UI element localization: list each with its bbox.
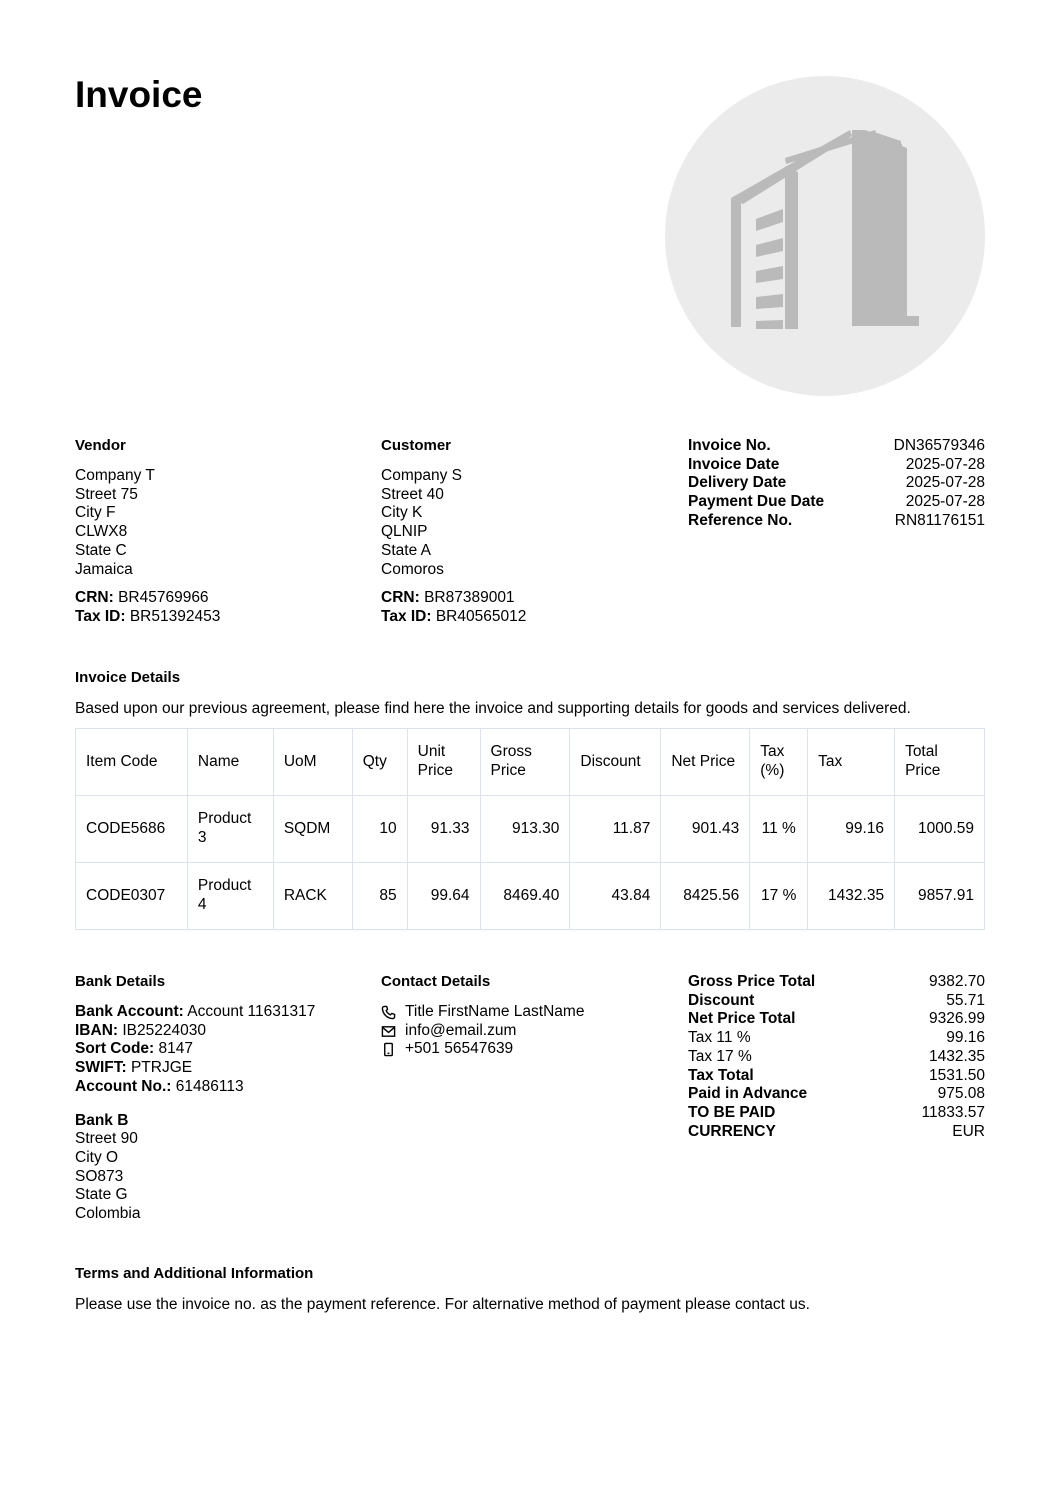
meta-label: Invoice No. [688,437,771,454]
table-cell: CODE0307 [76,863,188,930]
customer-tax-id [381,608,661,627]
bank-name: Bank B [75,1111,129,1129]
total-label: CURRENCY [688,1122,776,1140]
column-header: Qty [352,729,407,796]
column-header: Tax [808,729,895,796]
contact-email-row [381,1022,671,1041]
customer-address-line: City K [381,504,423,522]
column-header: Discount [570,729,661,796]
contact-name: Title FirstName LastName [405,1003,585,1020]
column-header: Gross Price [480,729,570,796]
bank-address-line: City O [75,1148,119,1166]
table-cell: 8425.56 [661,863,750,930]
customer-address [381,467,661,579]
total-label: TO BE PAID [688,1103,776,1121]
table-row [76,796,985,863]
column-header: Name [187,729,273,796]
account-no-field [75,1078,365,1097]
total-value: 99.16 [946,1029,985,1047]
table-cell: 91.33 [407,796,480,863]
vendor-crn [75,589,355,608]
table-cell: 85 [352,863,407,930]
vendor-tax-value: BR51392453 [129,607,221,625]
customer-address-line: Comoros [381,560,444,578]
totals-block [688,973,985,1141]
field-value: 61486113 [175,1077,244,1095]
meta-label: Delivery Date [688,474,787,492]
field-value: Account 11631317 [187,1003,316,1020]
meta-label: Invoice Date [688,455,780,473]
field-label: IBAN: [75,1021,119,1039]
contact-phone: +501 56547639 [405,1040,514,1058]
iban-field [75,1022,365,1041]
total-row-tax-total [688,1067,985,1086]
total-label: Discount [688,991,755,1009]
meta-row-reference-no [688,512,985,531]
total-row-to-be-paid [688,1104,985,1123]
bank-address-line: Street 90 [75,1130,138,1148]
table-cell: RACK [273,863,352,930]
contact-name-row [381,1003,671,1022]
vendor-address-line: State C [75,541,127,559]
meta-row-delivery-date [688,474,985,493]
total-row-paid-in-advance [688,1085,985,1104]
total-value: EUR [952,1122,985,1140]
table-cell: SQDM [273,796,352,863]
sort-code-field [75,1040,365,1059]
meta-value: 2025-07-28 [905,493,985,511]
total-label: Tax Total [688,1066,754,1084]
customer-address-line: Company S [381,467,462,484]
table-cell: 9857.91 [895,863,985,930]
total-label: Tax 17 % [688,1047,752,1065]
mail-icon [381,1024,396,1039]
bank-address-line: Colombia [75,1205,141,1223]
total-label: Paid in Advance [688,1085,808,1103]
vendor-crn-label: CRN: [75,589,114,607]
total-value: 9382.70 [928,973,985,990]
total-row-tax-17 [688,1048,985,1067]
table-cell: 99.64 [407,863,480,930]
terms-text: Please use the invoice no. as the payment reference. For alternative method of payment please contact us. [75,1296,810,1313]
bank-details [75,973,365,1224]
table-header-row [76,729,985,796]
customer-address-line: State A [381,541,431,559]
swift-field [75,1059,365,1078]
field-label: Bank Account: [75,1003,184,1020]
table-row [76,863,985,930]
vendor-address-line: City F [75,504,116,522]
table-cell: 913.30 [480,796,570,863]
total-row-currency [688,1123,985,1142]
contact-details [381,973,671,1059]
building-icon [665,76,985,396]
invoice-details-text: Based upon our previous agreement, please find here the invoice and supporting details for goods and services delivered. [75,700,911,717]
bank-address-line: State G [75,1186,128,1204]
terms-heading: Terms and Additional Information [75,1265,314,1282]
field-value: IB25224030 [122,1021,206,1039]
field-label: Account No.: [75,1077,172,1095]
vendor-address-line: Street 75 [75,485,138,503]
customer-crn [381,589,661,608]
customer-address-line: QLNIP [381,523,428,541]
total-value: 55.71 [946,991,985,1009]
column-header: Total Price [895,729,985,796]
meta-value: RN81176151 [894,511,985,529]
vendor-address-line: CLWX8 [75,523,128,541]
vendor-heading: Vendor [75,437,126,454]
table-cell: CODE5686 [76,796,188,863]
table-cell: 1432.35 [808,863,895,930]
total-value: 1531.50 [928,1066,985,1084]
total-value: 975.08 [937,1085,985,1103]
table-cell: 901.43 [661,796,750,863]
vendor-address [75,467,355,579]
total-label: Net Price Total [688,1010,796,1028]
contact-phone-row [381,1040,671,1059]
vendor-address-line: Company T [75,467,155,484]
column-header: Net Price [661,729,750,796]
table-cell: 1000.59 [895,796,985,863]
total-value: 1432.35 [928,1047,985,1065]
total-value: 9326.99 [928,1010,985,1028]
column-header: Item Code [76,729,188,796]
meta-value: 2025-07-28 [905,474,985,492]
field-value: 8147 [158,1040,194,1058]
customer-crn-value: BR87389001 [424,589,515,607]
total-row-gross-price [688,973,985,992]
items-table [75,728,985,930]
bank-account-field [75,1003,365,1022]
phone-icon [381,1005,396,1020]
vendor-tax-id [75,608,355,627]
total-row-net-price [688,1010,985,1029]
field-value: PTRJGE [130,1059,193,1077]
meta-row-invoice-date [688,456,985,475]
table-cell: Product 4 [187,863,273,930]
total-row-discount [688,992,985,1011]
field-label: Sort Code: [75,1040,155,1058]
column-header: UoM [273,729,352,796]
customer-heading: Customer [381,437,452,454]
customer-tax-label: Tax ID: [381,607,432,625]
bank-address-line: SO873 [75,1167,124,1185]
vendor-crn-value: BR45769966 [118,589,209,607]
table-cell: 10 [352,796,407,863]
meta-label: Payment Due Date [688,493,825,511]
column-header: Tax (%) [750,729,808,796]
field-label: SWIFT: [75,1059,127,1077]
table-cell: 11 % [750,796,808,863]
table-cell: Product 3 [187,796,273,863]
total-row-tax-11 [688,1029,985,1048]
contact-email: info@email.zum [405,1021,517,1039]
column-header: Unit Price [407,729,480,796]
contact-details-heading: Contact Details [381,973,491,990]
meta-value: DN36579346 [893,437,985,454]
table-cell: 43.84 [570,863,661,930]
customer-address-line: Street 40 [381,485,444,503]
customer-tax-value: BR40565012 [435,607,527,625]
total-label: Tax 11 % [688,1029,751,1047]
table-cell: 17 % [750,863,808,930]
table-cell: 8469.40 [480,863,570,930]
total-value: 11833.57 [921,1103,985,1121]
table-cell: 99.16 [808,796,895,863]
bank-details-heading: Bank Details [75,973,166,990]
invoice-details-heading: Invoice Details [75,669,181,686]
meta-label: Reference No. [688,511,793,529]
customer-block [381,437,661,627]
mobile-icon [381,1042,396,1057]
vendor-tax-label: Tax ID: [75,607,126,625]
vendor-address-line: Jamaica [75,560,133,578]
table-cell: 11.87 [570,796,661,863]
total-label: Gross Price Total [688,973,816,990]
meta-value: 2025-07-28 [905,455,985,473]
invoice-title: Invoice [75,74,203,115]
meta-row-payment-due-date [688,493,985,512]
meta-row-invoice-no [688,437,985,456]
invoice-meta [688,437,985,531]
vendor-block [75,437,355,627]
customer-crn-label: CRN: [381,589,420,607]
